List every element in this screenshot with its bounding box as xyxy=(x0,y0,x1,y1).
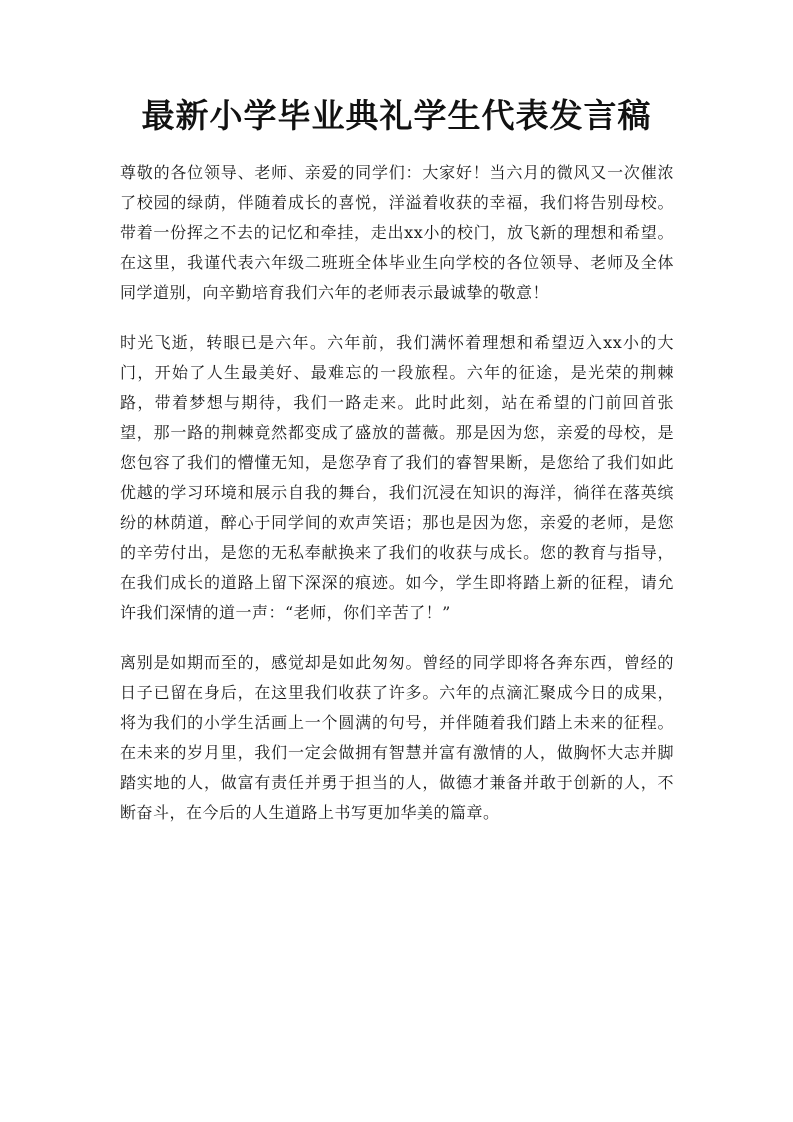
paragraph-greeting: 尊敬的各位领导、老师、亲爱的同学们：大家好！当六月的微风又一次催浓了校园的绿荫，伴随着成长的喜悦，洋溢着收获的幸福，我们将告别母校。带着一份挥之不去的记忆和牵挂，走出xx小的校门，放飞新的理想和希望。在这里，我谨代表六年级二班班全体毕业生向学校的各位领导、老师及全体同学道别，向辛勤培育我们六年的老师表示最诚挚的敬意！ xyxy=(120,163,674,302)
paragraph-reflection: 时光飞逝，转眼已是六年。六年前，我们满怀着理想和希望迈入xx小的大门，开始了人生最美好、最难忘的一段旅程。六年的征途，是光荣的荆棘路，带着梦想与期待，我们一路走来。此时此刻，站在希望的门前回首张望，那一路的荆棘竟然都变成了盛放的蔷薇。那是因为您，亲爱的母校，是您包容了我们的懵懂无知，是您孕育了我们的睿智果断，是您给了我们如此优越的学习环境和展示自我的舞台，我们沉浸在知识的海洋，徜徉在落英缤纷的林荫道，醉心于同学间的欢声笑语；那也是因为您，亲爱的老师，是您的辛劳付出，是您的无私奉献换来了我们的收获与成长。您的教育与指导，在我们成长的道路上留下深深的痕迹。如今，学生即将踏上新的征程，请允许我们深情的道一声：“老师，你们辛苦了！” xyxy=(120,333,674,622)
document-body xyxy=(120,158,674,848)
document-title: 最新小学毕业典礼学生代表发言稿 xyxy=(141,96,652,135)
paragraph-farewell: 离别是如期而至的，感觉却是如此匆匆。曾经的同学即将各奔东西，曾经的日子已留在身后，在这里我们收获了许多。六年的点滴汇聚成今日的成果，将为我们的小学生活画上一个圆满的句号，并伴随着我们踏上未来的征程。在未来的岁月里，我们一定会做拥有智慧并富有激情的人，做胸怀大志并脚踏实地的人，做富有责任并勇于担当的人，做德才兼备并敢于创新的人，不断奋斗，在今后的人生道路上书写更加华美的篇章。 xyxy=(120,653,674,822)
